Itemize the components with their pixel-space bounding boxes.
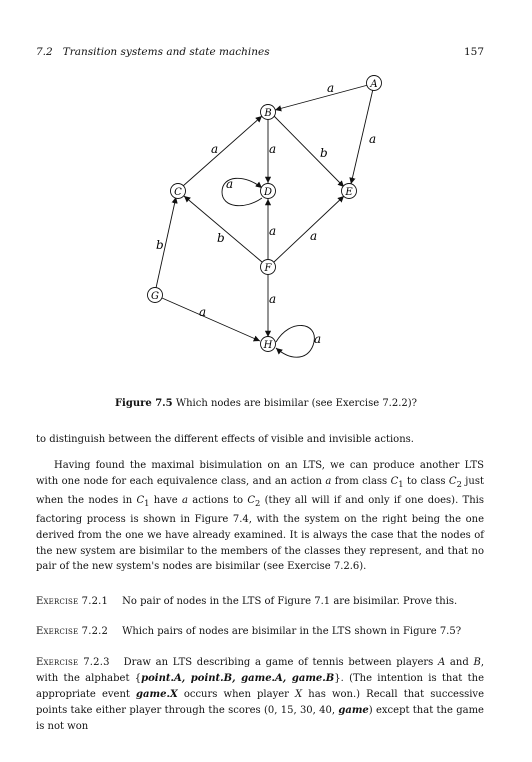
node-e [342,184,357,199]
node-c [171,184,186,199]
exercise-text: Which pairs of nodes are bisimilar in the LTS shown in Figure 7.5? [122,626,462,637]
ex3-player-a: A [438,657,446,668]
ex3-text-7: ) except that the game is not won [36,704,484,732]
paragraph-factoring [36,458,484,575]
label-g-c: b [156,238,164,252]
ex3-text-1: Draw an LTS describing a game of tennis between players [123,657,438,668]
exercise-7-2-3 [36,655,484,735]
section-number: 7.2 [36,46,53,58]
p2-sub-c1b: 1 [144,497,150,508]
node-g [148,288,163,303]
p2-var-a: a [325,475,332,487]
node-d [261,184,276,199]
exercise-text: No pair of nodes in the LTS of Figure 7.1 are bisimilar. Prove this. [122,596,458,607]
figure-caption-label: Figure 7.5 [114,398,173,409]
p2-text-6: actions to [188,494,248,506]
p2-text-5: have [149,494,183,506]
label-a-b: a [327,81,335,95]
node-b [261,105,276,120]
node-b-label: B [264,108,272,119]
p2-text-7: (they all will if and only if one does). This factoring process is shown in Figure 7.4, with the system on the right being the one derived from the one we have already examined. It is always the case that the nodes of the new system are bisimilar to the members of the classes they represent, and that no pair of the new system's nodes are bisimilar (see Exercise 7.2.6). [36,494,484,573]
p2-sub-c2: 2 [456,478,462,489]
edge-a-b [275,85,368,110]
ex3-player-b: B [473,657,481,668]
edge-h-h-loop [276,325,314,357]
p2-sub-c2b: 2 [254,497,261,508]
node-h-label: H [263,340,273,351]
exercise-7-2-2 [36,624,484,640]
paragraph-continuation: to distinguish between the different effects of visible and invisible actions. [36,434,414,445]
label-g-h: a [199,305,207,319]
label-b-d: a [269,142,277,156]
p2-sub-c1: 1 [398,478,404,489]
label-f-c: b [217,231,225,245]
exercise-label: Exercise 7.2.3 [36,657,110,668]
label-h-h: a [314,332,322,346]
ex3-text-3: , with the alphabet { [36,657,484,684]
ex3-game: game [338,704,369,716]
p2-var-c2b: C [247,494,255,506]
edge-c-b [183,116,262,186]
label-c-b: a [211,142,219,156]
node-f-label: F [264,263,272,274]
ex3-event: game.X [136,688,178,700]
page-number: 157 [463,46,484,58]
ex3-player-x: X [295,688,303,700]
node-d-label: D [263,187,273,198]
label-a-e: a [369,132,377,146]
node-a-label: A [370,79,378,90]
label-f-e: a [310,229,318,243]
p2-var-c1: C [390,475,399,487]
exercise-label: Exercise 7.2.2 [36,626,109,637]
edge-f-c [184,196,262,262]
ex3-text-6: has won.) Recall that successive points take either player through the scores (0, 15, 30, 40, [36,688,484,716]
section-heading [36,46,270,58]
p2-text-2: from class [331,475,391,487]
p2-text-1: Having found the maximal bisimulation on an LTS, we can produce another LTS with one node for each equivalence class, and an action [36,460,484,487]
node-f [261,260,276,275]
node-a [367,76,382,91]
p2-text-4: just when the nodes in [36,475,484,506]
p2-text-3: to class [403,475,449,487]
ex3-text-2: and [445,657,474,668]
figure-caption-text: Which nodes are bisimilar (see Exercise 7.2.2)? [175,398,418,409]
label-d-d: a [226,177,234,191]
label-b-e: b [320,146,328,160]
exercise-label: Exercise 7.2.1 [36,596,109,607]
edge-b-e [274,116,344,187]
ex3-text-5: occurs when player [177,688,296,700]
p2-var-c2: C [448,475,457,487]
section-title: Transition systems and state machines [62,46,270,58]
p2-var-a2: a [182,494,188,506]
exercise-7-2-1 [36,594,484,610]
edge-f-e [274,196,344,262]
ex3-alphabet: point.A, point.B, game.A, game.B [141,672,335,684]
node-g-label: G [151,291,159,302]
node-c-label: C [174,187,182,198]
lts-diagram [0,60,532,390]
ex3-text-4: }. (The intention is that the appropriate event [36,672,484,700]
label-f-h: a [269,292,277,306]
p2-var-c1b: C [136,494,145,506]
node-e-label: E [345,187,353,198]
label-f-d: a [269,224,277,238]
node-h [261,337,276,352]
figure-caption [0,398,532,409]
edge-g-h [162,298,260,341]
